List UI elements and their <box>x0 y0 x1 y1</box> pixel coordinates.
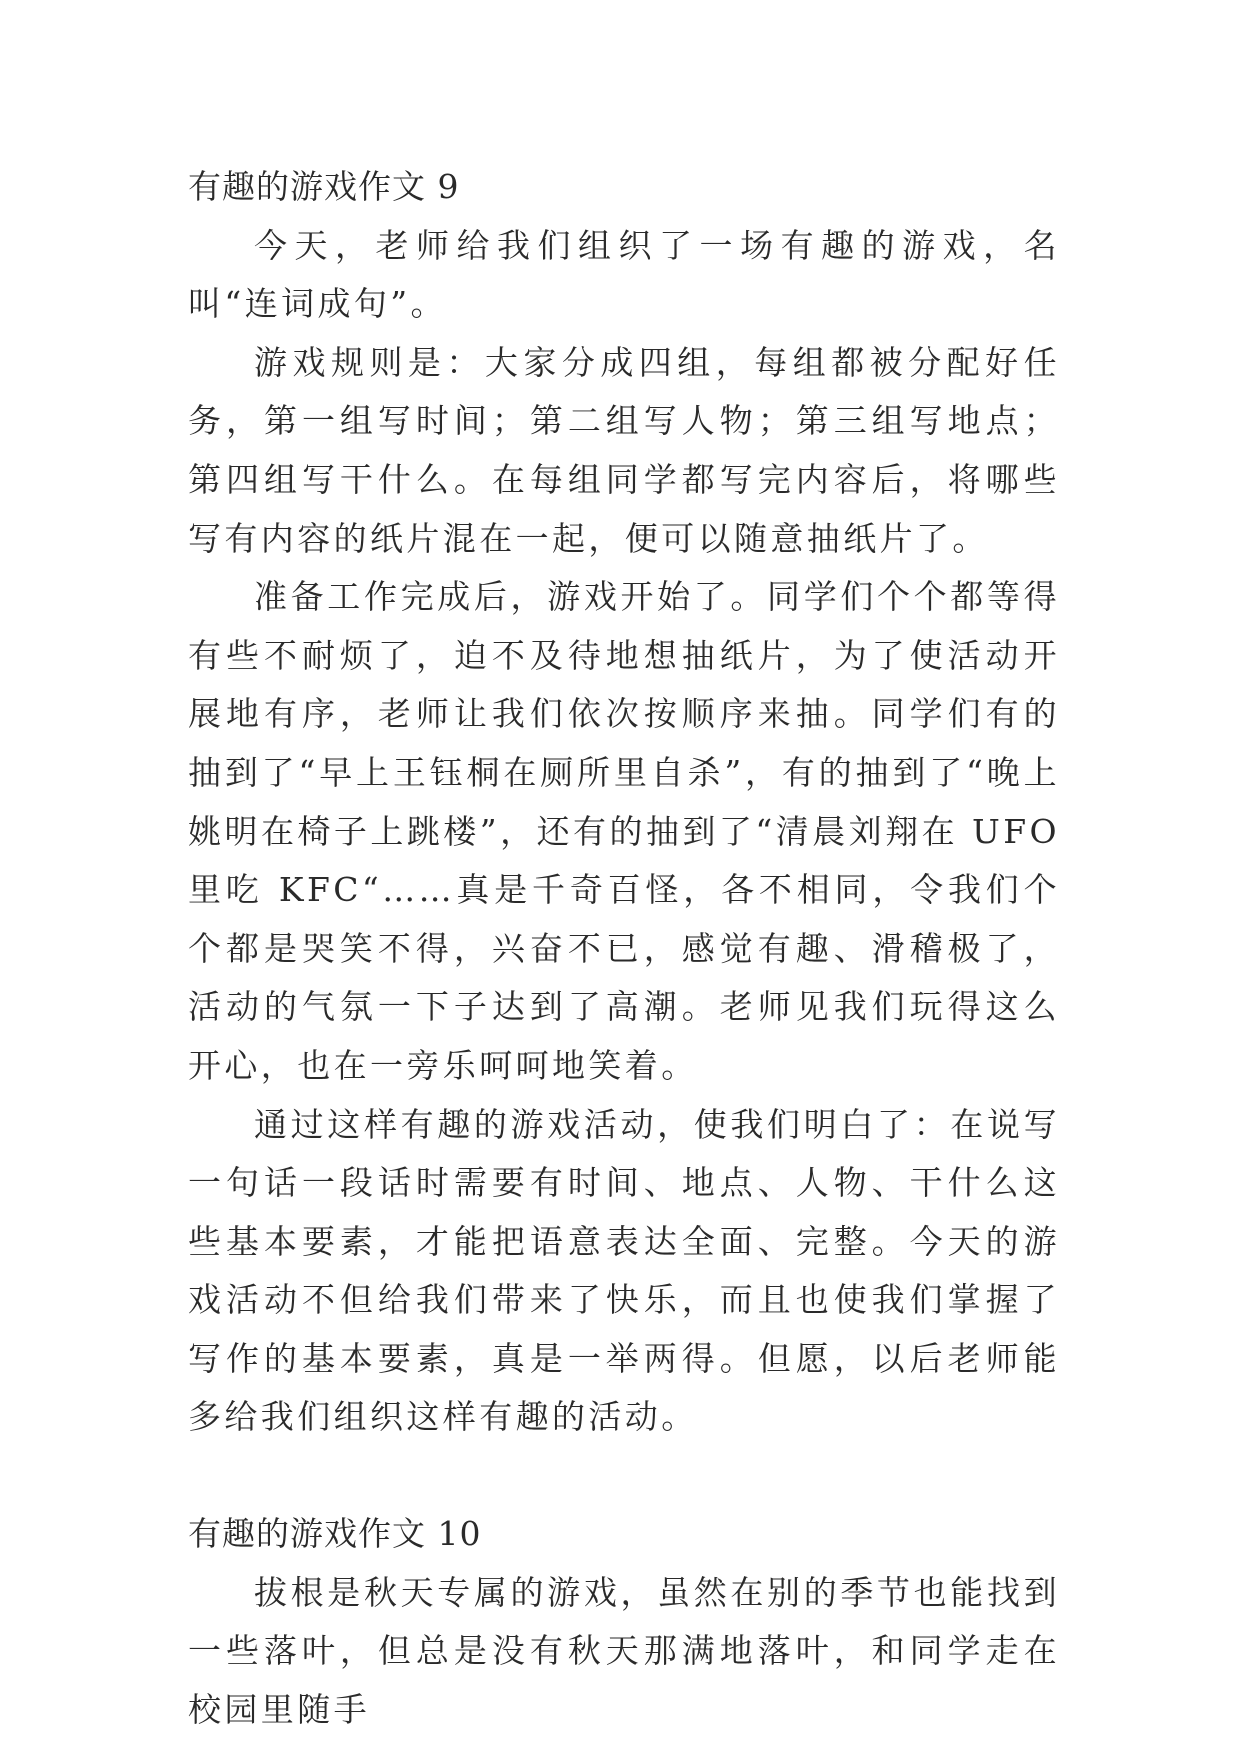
essay-body <box>188 158 1060 1739</box>
section-spacer <box>188 1447 1060 1505</box>
paragraph: 通过这样有趣的游戏活动，使我们明白了：在说写一句话一段话时需要有时间、地点、人物、干什么这些基本要素，才能把语意表达全面、完整。今天的游戏活动不但给我们带来了快乐，而且也使我们掌握了写作的基本要素，真是一举两得。但愿，以后老师能多给我们组织这样有趣的活动。 <box>188 1104 1060 1437</box>
paragraph: 今天，老师给我们组织了一场有趣的游戏，名叫“连词成句”。 <box>188 225 1060 324</box>
essay-title-10: 有趣的游戏作文 10 <box>188 1514 482 1554</box>
essay-title-9: 有趣的游戏作文 9 <box>188 167 460 206</box>
paragraph: 拔根是秋天专属的游戏，虽然在别的季节也能找到一些落叶，但总是没有秋天那满地落叶，和同学走在校园里随手 <box>188 1572 1060 1729</box>
paragraph: 准备工作完成后，游戏开始了。同学们个个都等得有些不耐烦了，迫不及待地想抽纸片，为了使活动开展地有序，老师让我们依次按顺序来抽。同学们有的抽到了“早上王钰桐在厕所里自杀”，有的抽到了“晚上姚明在椅子上跳楼”，还有的抽到了“清晨刘翔在 UFO 里吃 KFC“……真是千奇百怪，各不相同，令我们个个都是哭笑不得，兴奋不已，感觉有趣、滑稽极了，活动的气氛一下子达到了高潮。老师见我们玩得这么开心，也在一旁乐呵呵地笑着。 <box>188 577 1060 1085</box>
paragraph: 游戏规则是：大家分成四组，每组都被分配好任务，第一组写时间；第二组写人物；第三组写地点；第四组写干什么。在每组同学都写完内容后，将哪些写有内容的纸片混在一起，便可以随意抽纸片了。 <box>188 342 1060 558</box>
